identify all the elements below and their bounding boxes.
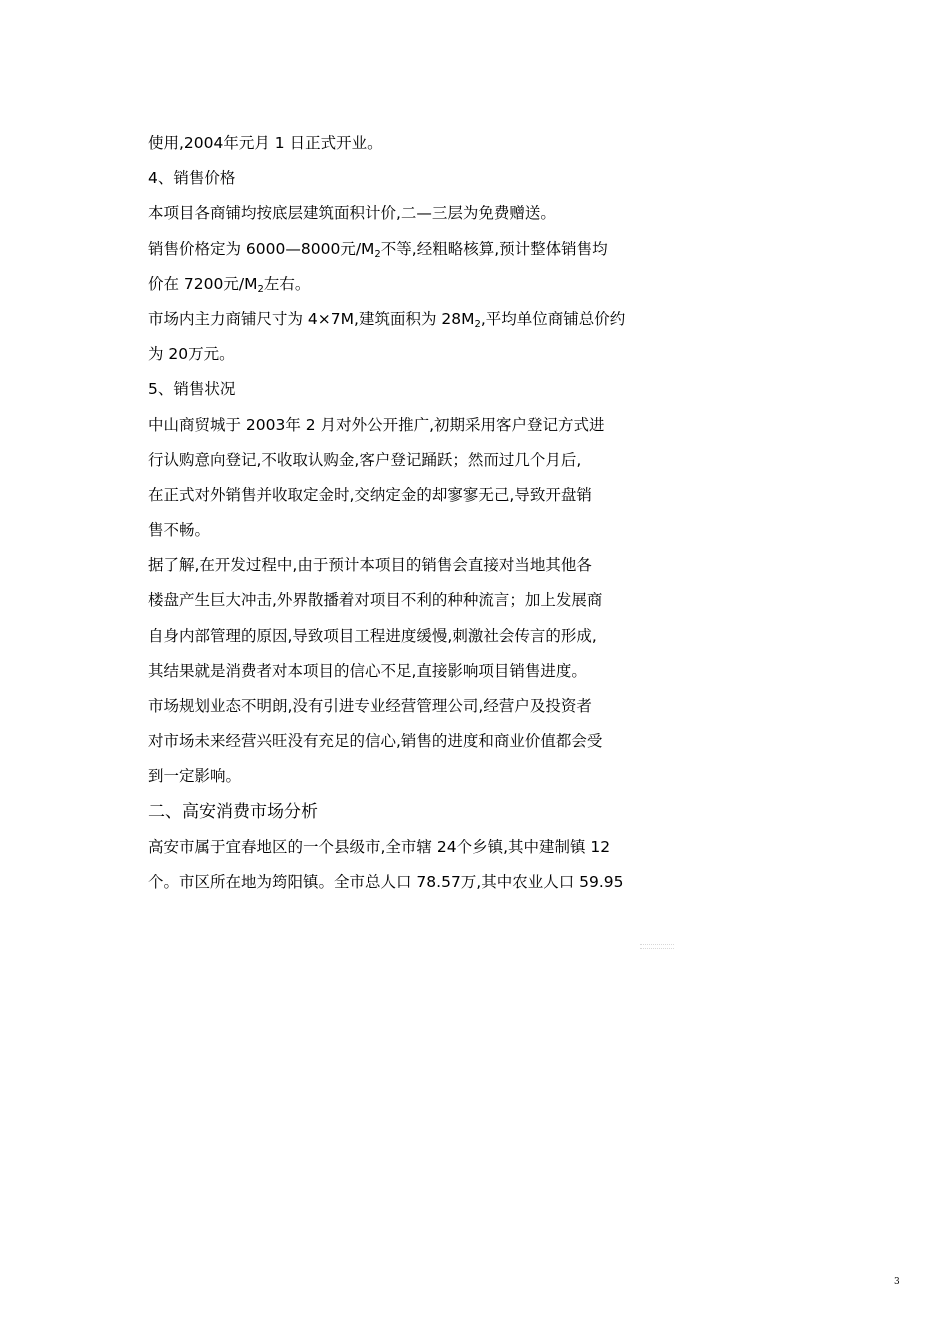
paragraph-line: 自身内部管理的原因,导致项目工程进度缓慢,刺激社会传言的形成, [148,626,597,645]
paragraph-line: 对市场未来经营兴旺没有充足的信心,销售的进度和商业价值都会受 [148,732,603,751]
paragraph-line: 市场规划业态不明朗,没有引进专业经营管理公司,经营户及投资者 [148,697,592,715]
section-heading: 二、高安消费市场分析 [148,801,318,822]
text-segment: 不等,经粗略核算,预计整体销售均 [380,239,608,258]
text-segment: 左右。 [263,274,311,293]
paragraph-line: 4、销售价格 [148,169,236,188]
document-body [148,126,648,900]
text-segment: 销售价格定为 6000—8000元/M [148,239,375,258]
paragraph-line: 中山商贸城于 2003年 2 月对外公开推广,初期采用客户登记方式进 [148,415,605,434]
subscript: 2 [257,283,264,295]
paragraph-line: 高安市属于宜春地区的一个县级市,全市辖 24个乡镇,其中建制镇 12 [148,837,611,856]
paragraph-line: 本项目各商铺均按底层建筑面积计价,二—三层为免费赠送。 [148,204,556,223]
paragraph-line [148,302,648,337]
paragraph-line: 到一定影响。 [148,767,242,786]
paragraph-line: 行认购意向登记,不收取认购金,客户登记踊跃；然而过几个月后, [148,450,582,469]
paragraph-line: 在正式对外销售并收取定金时,交纳定金的却寥寥无己,导致开盘销 [148,485,592,504]
paragraph-line [148,232,648,267]
paragraph-line: 个。市区所在地为筠阳镇。全市总人口 78.57万,其中农业人口 59.95 [148,872,624,891]
text-segment: ,平均单位商铺总价约 [480,309,626,328]
page-number: 3 [894,1277,900,1287]
paragraph-line: 据了解,在开发过程中,由于预计本项目的销售会直接对当地其他各 [148,556,592,575]
paragraph-line: 5、销售状况 [148,380,236,399]
text-segment: 市场内主力商铺尺寸为 4×7M,建筑面积为 28M [148,309,475,328]
paragraph-line: 其结果就是消费者对本项目的信心不足,直接影响项目销售进度。 [148,661,587,680]
faint-dotted-mark [640,944,674,949]
paragraph-line: 为 20万元。 [148,345,235,364]
subscript: 2 [474,318,481,330]
paragraph-line: 使用,2004年元月 1 日正式开业。 [148,134,383,152]
subscript: 2 [374,248,381,260]
paragraph-line: 楼盘产生巨大冲击,外界散播着对项目不利的种种流言；加上发展商 [148,591,603,610]
text-segment: 价在 7200元/M [148,274,258,293]
paragraph-line [148,267,648,302]
paragraph-line: 售不畅。 [148,521,211,540]
